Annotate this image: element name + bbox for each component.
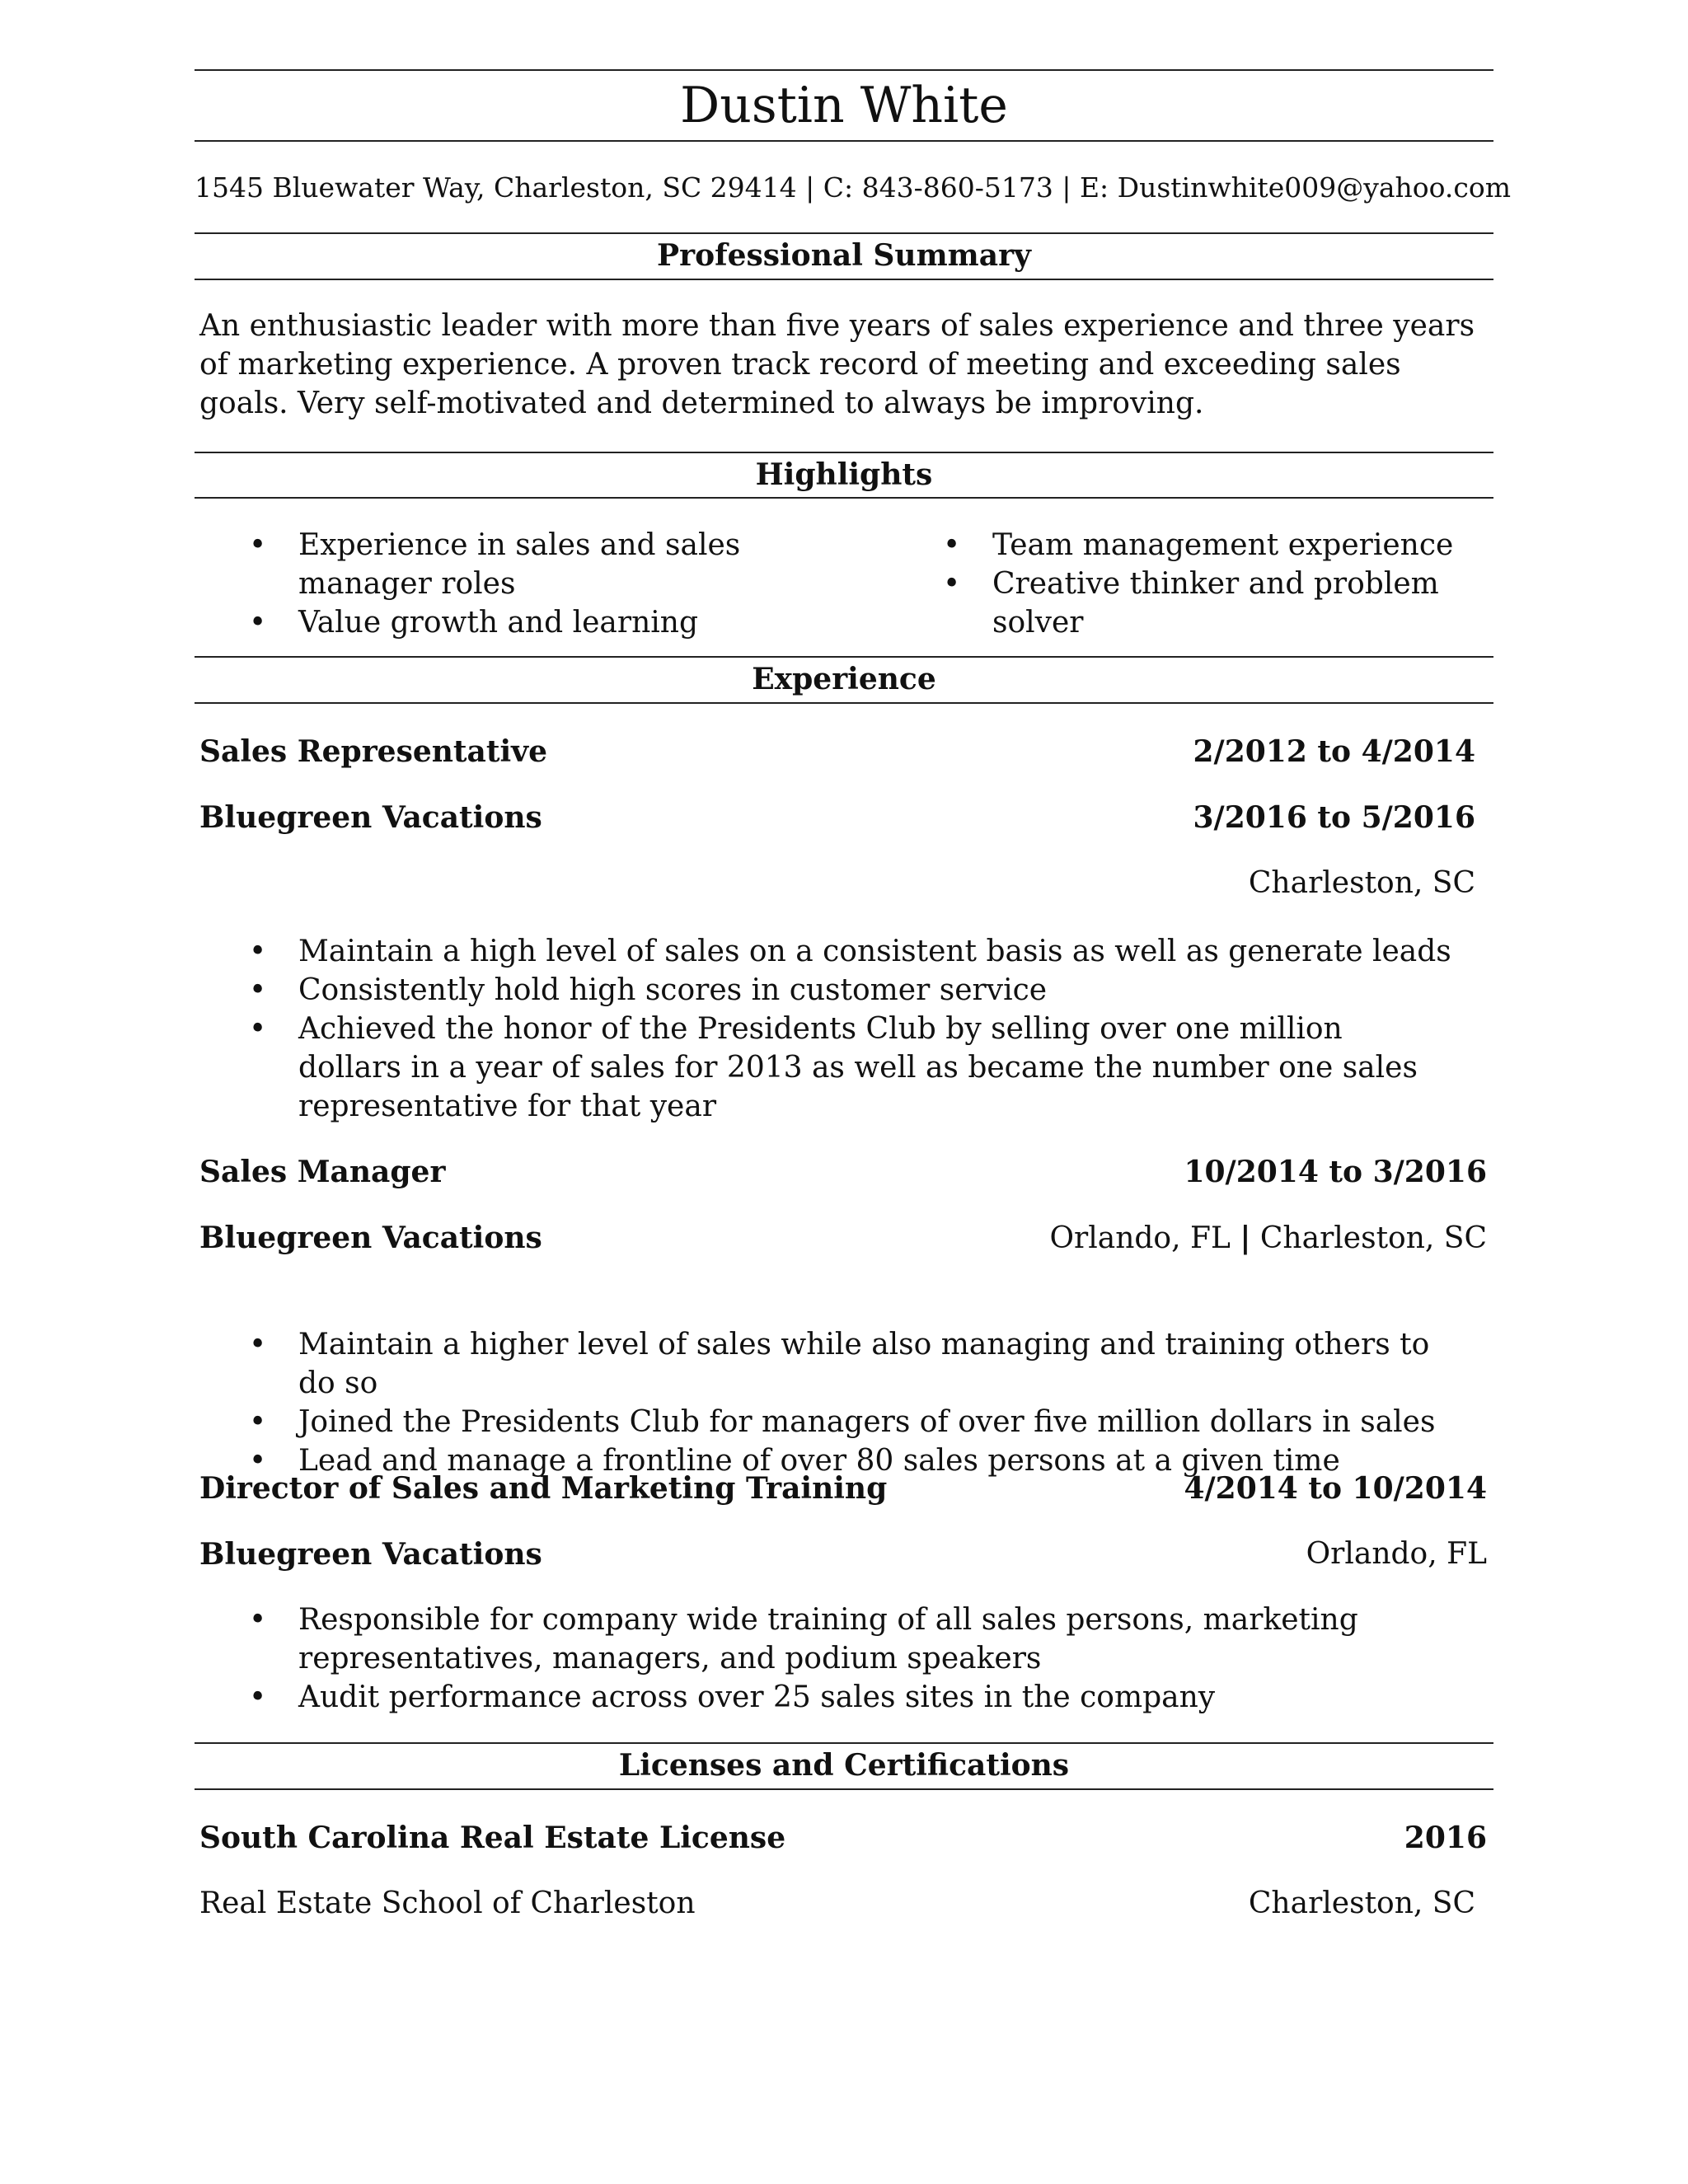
experience-heading: Experience (752, 662, 936, 696)
list-item: • Consistently hold high scores in customer service (199, 971, 1452, 1010)
job-location: Charleston, SC (1248, 866, 1475, 900)
list-item: • Value growth and learning (199, 603, 842, 642)
highlights-heading: Highlights (755, 457, 933, 492)
header-bottom-rule (195, 140, 1493, 142)
list-item: • Responsible for company wide training of all sales persons, marketing representatives, managers, and podium speakers (199, 1601, 1452, 1678)
list-item: • Team management experience (893, 526, 1487, 565)
experience-top-rule (195, 656, 1493, 658)
license-year: 2016 (1404, 1821, 1487, 1855)
candidate-name: Dustin White (680, 77, 1008, 134)
header-top-rule (195, 69, 1493, 71)
job-company: Bluegreen Vacations (199, 800, 542, 835)
summary-text: An enthusiastic leader with more than five years of sales experience and three years of marketing experience. A proven track record of meeting and exceeding sales goals. Very self-motivated and determined to always be improving. (199, 309, 1475, 420)
job-company: Bluegreen Vacations (199, 1221, 542, 1255)
licenses-heading: Licenses and Certifications (618, 1748, 1070, 1783)
job-1-title-row (199, 731, 1487, 772)
highlights-left-list (199, 526, 842, 642)
job-title: Sales Manager (199, 1155, 446, 1189)
licenses-bottom-rule (195, 1788, 1493, 1790)
job-location: Orlando, FL (1306, 1537, 1487, 1571)
job-1-company-row (199, 797, 1487, 838)
list-item: • Achieved the honor of the Presidents Club by selling over one million dollars in a year of sales for 2013 as well as became the number one sales representative for that year (199, 1010, 1452, 1126)
highlights-top-rule (195, 452, 1493, 453)
license-school: Real Estate School of Charleston (199, 1886, 696, 1920)
license-location: Charleston, SC (1248, 1886, 1475, 1920)
resume-page (195, 0, 1512, 2184)
highlights-right-list (893, 526, 1487, 642)
job-3-bullets (199, 1601, 1452, 1717)
list-item: • Lead and manage a frontline of over 80 sales persons at a given time (199, 1441, 1452, 1480)
licenses-top-rule (195, 1742, 1493, 1744)
job-dates: 4/2014 to 10/2014 (1184, 1471, 1487, 1506)
list-item: • Maintain a high level of sales on a consistent basis as well as generate leads (199, 932, 1452, 971)
job-2-bullets (199, 1325, 1452, 1480)
job-company-dates: 3/2016 to 5/2016 (1193, 800, 1475, 835)
location-primary: Orlando, FL (1049, 1221, 1240, 1255)
job-3-company-row (199, 1534, 1487, 1575)
list-item: • Maintain a higher level of sales while also managing and training others to do so (199, 1325, 1452, 1403)
summary-bottom-rule (195, 279, 1493, 280)
job-dates: 2/2012 to 4/2014 (1193, 734, 1475, 769)
job-company: Bluegreen Vacations (199, 1537, 542, 1572)
job-2-title-row (199, 1151, 1487, 1193)
license-1-school-row (199, 1883, 1487, 1924)
experience-bottom-rule (195, 702, 1493, 704)
highlights-bottom-rule (195, 497, 1493, 499)
job-1-bullets (199, 932, 1452, 1126)
location-secondary: Charleston, SC (1250, 1221, 1487, 1255)
license-1-title-row (199, 1817, 1487, 1858)
summary-top-rule (195, 232, 1493, 234)
job-location (1050, 1217, 1488, 1259)
job-3-title-row (199, 1468, 1487, 1509)
location-separator: | (1240, 1221, 1251, 1255)
list-item: • Creative thinker and problem solver (893, 565, 1487, 642)
job-2-company-row (199, 1217, 1487, 1258)
summary-heading: Professional Summary (657, 238, 1031, 273)
license-name: South Carolina Real Estate License (199, 1821, 786, 1855)
contact-line: 1545 Bluewater Way, Charleston, SC 29414 | C: 843-860-5173 | E: Dustinwhite009@yahoo.com (195, 171, 1512, 204)
list-item: • Joined the Presidents Club for managers of over five million dollars in sales (199, 1403, 1452, 1441)
list-item: • Experience in sales and sales manager roles (199, 526, 842, 603)
list-item: • Audit performance across over 25 sales sites in the company (199, 1678, 1452, 1717)
job-dates: 10/2014 to 3/2016 (1184, 1155, 1487, 1189)
job-title: Sales Representative (199, 734, 547, 769)
job-title: Director of Sales and Marketing Training (199, 1471, 888, 1506)
job-1-location-row (199, 863, 1487, 904)
